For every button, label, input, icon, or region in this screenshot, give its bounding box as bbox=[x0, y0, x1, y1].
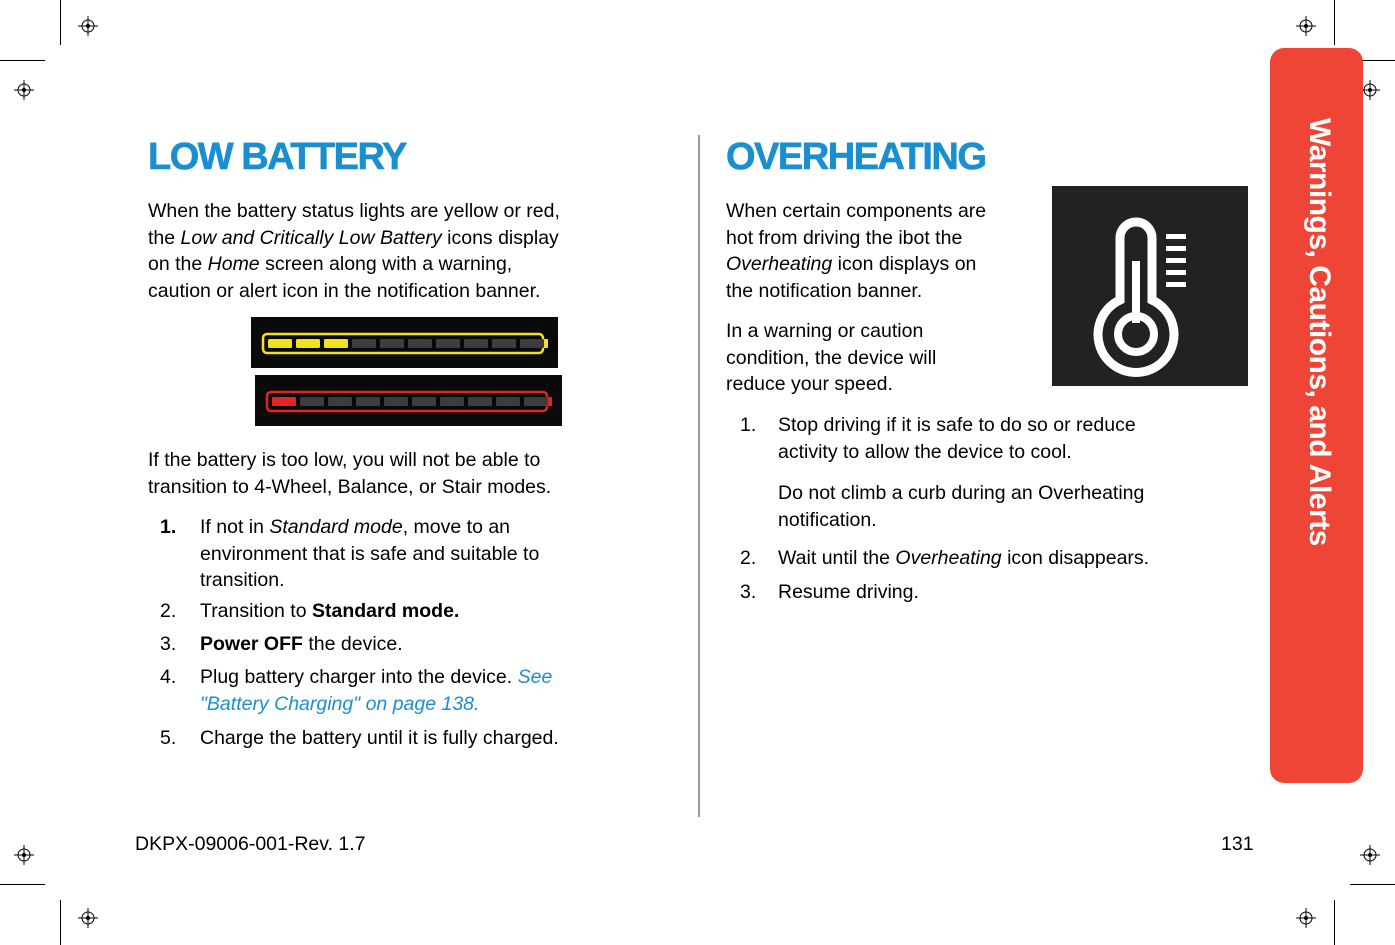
battery-segment-off bbox=[300, 397, 324, 406]
list-item: 2. Transition to Standard mode. bbox=[160, 600, 460, 622]
battery-segment-lit bbox=[268, 339, 292, 348]
battery-charging-link[interactable]: See bbox=[517, 666, 553, 688]
battery-segment-off bbox=[464, 339, 488, 348]
column-divider bbox=[698, 135, 700, 817]
registration-mark-icon bbox=[1360, 845, 1380, 865]
low-battery-heading: LOW BATTERY bbox=[148, 136, 406, 178]
battery-segment-off bbox=[492, 339, 516, 348]
text-line: the notification banner. bbox=[726, 279, 923, 302]
text-line: If the battery is too low, you will not be able to bbox=[148, 449, 541, 471]
registration-mark-icon bbox=[1296, 16, 1316, 36]
text-line: hot from driving the ibot the bbox=[726, 226, 963, 249]
low-battery-intro bbox=[148, 198, 688, 304]
registration-mark-icon bbox=[1296, 908, 1316, 928]
page-number: 131 bbox=[1221, 833, 1254, 855]
battery-segment-off bbox=[496, 397, 520, 406]
battery-charging-link[interactable]: "Battery Charging" on page 138. bbox=[200, 692, 480, 715]
registration-mark-icon bbox=[14, 80, 34, 100]
list-item: 2. Wait until the Overheating icon disappears. bbox=[740, 547, 1150, 569]
text-line: on the Home screen along with a warning, bbox=[148, 253, 513, 275]
list-item: 4. Plug battery charger into the device. See "Battery Charging" on page 138. bbox=[160, 664, 680, 719]
registration-mark-icon bbox=[1360, 80, 1380, 100]
battery-segment-off bbox=[328, 397, 352, 406]
registration-mark-icon bbox=[78, 908, 98, 928]
battery-segment-off bbox=[384, 397, 408, 406]
registration-mark-icon bbox=[14, 845, 34, 865]
battery-segment-off bbox=[408, 339, 432, 348]
list-item: 3. Power OFF the device. bbox=[160, 633, 403, 655]
low-battery-paragraph bbox=[148, 447, 688, 500]
battery-segment-off bbox=[436, 339, 460, 348]
battery-segment-off bbox=[412, 397, 436, 406]
list-item: 1. Stop driving if it is safe to do so or reduce activity to allow the device to cool. bbox=[740, 414, 1136, 463]
document-id: DKPX-09006-001-Rev. 1.7 bbox=[135, 833, 366, 855]
text-line: When certain components are bbox=[726, 200, 987, 222]
battery-segment-off bbox=[352, 339, 376, 348]
text-line: Overheating icon displays on bbox=[726, 253, 977, 275]
text-line: When the battery status lights are yellow or red, bbox=[148, 200, 560, 222]
battery-segment-lit bbox=[296, 339, 320, 348]
thermometer-icon bbox=[1052, 186, 1248, 386]
low-battery-icon bbox=[251, 317, 558, 368]
battery-segment-lit bbox=[272, 397, 296, 406]
chapter-tab-label: Warnings, Cautions, and Alerts bbox=[1303, 118, 1336, 546]
battery-segment-off bbox=[524, 397, 548, 406]
battery-segment-off bbox=[520, 339, 544, 348]
text-line: the Low and Critically Low Battery icons display bbox=[148, 226, 559, 249]
list-item: 1. If not in Standard mode, move to an environment that is safe and suitable to transition. bbox=[160, 516, 540, 591]
critically-low-battery-icon bbox=[255, 375, 562, 426]
battery-segment-off bbox=[440, 397, 464, 406]
battery-segment-off bbox=[380, 339, 404, 348]
overheating-paragraph bbox=[726, 318, 1046, 398]
battery-segment-off bbox=[356, 397, 380, 406]
text-line: In a warning or caution bbox=[726, 320, 924, 342]
battery-segment-lit bbox=[324, 339, 348, 348]
overheating-intro bbox=[726, 198, 1046, 304]
text-line: condition, the device will bbox=[726, 346, 937, 369]
list-item: 5. Charge the battery until it is fully charged. bbox=[160, 727, 559, 749]
battery-segment-off bbox=[468, 397, 492, 406]
list-item: 3. Resume driving. bbox=[740, 581, 919, 603]
text-line: transition to 4-Wheel, Balance, or Stair modes. bbox=[148, 475, 552, 498]
text-line: caution or alert icon in the notification banner. bbox=[148, 279, 541, 302]
list-item-note: Do not climb a curb during an Overheating notification. bbox=[778, 482, 1145, 531]
overheating-icon bbox=[1052, 186, 1248, 386]
overheating-heading: OVERHEATING bbox=[726, 136, 986, 178]
registration-mark-icon bbox=[78, 16, 98, 36]
text-line: reduce your speed. bbox=[726, 373, 893, 395]
